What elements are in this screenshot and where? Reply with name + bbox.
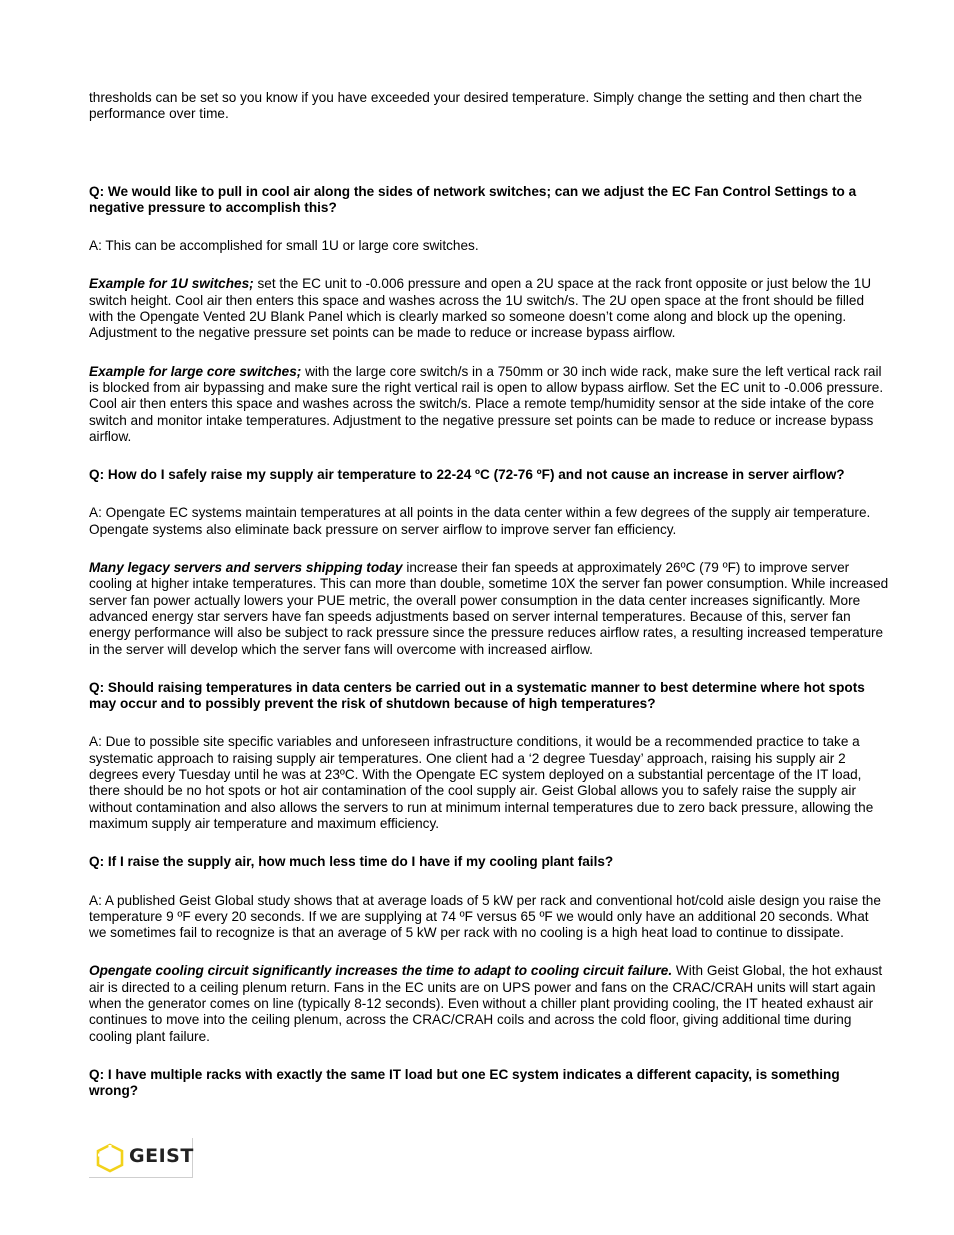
geist-logo xyxy=(89,1138,193,1178)
example-core-body: with the large core switch/s in a 750mm or 30 inch wide rack, make sure the left vertical rack rail is blocked from air bypassing and make sure the right vertical rail is open to allow bypass airflow. Set the EC unit to -0.006 pressure. Cool air then enters this space and washes across the switch/s. Place a remote temp/humidity sensor at the side intake of the core switch and monitor intake temperatures. Adjustment to the negative pressure set points can be made to reduce or increase bypass airflow. xyxy=(89,363,884,444)
example-core-switches xyxy=(89,364,889,445)
document-body xyxy=(89,90,889,1099)
intro-paragraph: thresholds can be set so you know if you have exceeded your desired temperature. Simply change the setting and then chart the performance over time. xyxy=(89,90,863,122)
answer-systematic-raise: A: Due to possible site specific variables and unforeseen infrastructure conditions, it would be a recommended practice to take a systematic approach to raising supply air temperatures. One client had a ‘2 degree Tuesday’ approach, raising his supply air 2 degrees every Tuesday until he was at 23ºC. With the Opengate EC system deployed on a substantial percentage of the IT load, there should be no hot spots or hot air contamination of the cool supply air. Geist Global allows you to safely raise the supply air without contamination and also allows the servers to run at minimum internal temperatures due to zero back pressure, allowing the maximum supply air temperature and maximum efficiency. xyxy=(89,734,874,831)
example-1u-switches xyxy=(89,276,889,341)
example-1u-lead: Example for 1U switches; xyxy=(89,276,254,292)
question-cooling-plant-failure: Q: If I raise the supply air, how much less time do I have if my cooling plant fails? xyxy=(89,854,614,870)
question-systematic-raise: Q: Should raising temperatures in data centers be carried out in a systematic manner to best determine where hot spots may occur and to possibly prevent the risk of shutdown because of high temperatures? xyxy=(89,679,865,712)
answer-negative-pressure: A: This can be accomplished for small 1U or large core switches. xyxy=(89,238,479,254)
geist-logo-text: GEIST xyxy=(129,1144,194,1167)
legacy-servers-paragraph xyxy=(89,560,889,658)
question-negative-pressure: Q: We would like to pull in cool air along the sides of network switches; can we adjust the EC Fan Control Settings to a negative pressure to accomplish this? xyxy=(89,183,857,215)
opengate-cooling-body: With Geist Global, the hot exhaust air is directed to a ceiling plenum return. Fans in the EC units are on UPS power and fans on the CRAC/CRAH units will start again when the generator comes on line (typically 8-12 seconds). Even without a chiller plant providing cooling, the IT heated exhaust air continues to move into the ceiling plenum, across the CRAC/CRAH coils and across the cold floor, giving additional time during cooling plant failure. xyxy=(89,963,883,1044)
legacy-servers-body: increase their fan speeds at approximately 26ºC (79 ºF) to improve server cooling at higher intake temperatures. This can more than double, sometime 10X the server fan power consumption. While increased server fan power actually lowers your PUE metric, the overall power consumption in the data center increases significantly. More advanced energy star servers have fan speeds adjustments based on server internal temperatures. Because of this, server fan energy performance will also be subject to rack pressure since the pressure reduces airflow rates, a resulting increased temperature in the server will develop which the server fans will overcome with increased airflow. xyxy=(89,560,889,657)
answer-cooling-plant-failure: A: A published Geist Global study shows that at average loads of 5 kW per rack and conventional hot/cold aisle design you raise the temperature 9 ºF every 20 seconds. If we are supplying at 74 ºF versus 65 ºF we would only have an additional 20 seconds. What we sometimes fail to recognize is that an average of 5 kW per rack with no cooling is a high heat load to continue to dissipate. xyxy=(89,892,881,941)
example-core-lead: Example for large core switches; xyxy=(89,363,302,379)
answer-supply-air-temp: A: Opengate EC systems maintain temperatures at all points in the data center within a few degrees of the supply air temperature. Opengate systems also eliminate back pressure on server airflow to improve server fan efficiency. xyxy=(89,505,871,537)
question-supply-air-temp: Q: How do I safely raise my supply air temperature to 22-24 ºC (72-76 ºF) and not cause an increase in server airflow? xyxy=(89,467,845,483)
opengate-cooling-paragraph xyxy=(89,963,889,1044)
example-1u-body: set the EC unit to -0.006 pressure and open a 2U space at the rack front opposite or just below the 1U switch height. Cool air then enters this space and washes across the 1U switch/s. The 2U open space at the front should be filled with the Opengate Vented 2U Blank Panel which is clearly marked so someone doesn’t come along and block up the opening. Adjustment to the negative pressure set points can be made to reduce or increase bypass airflow. xyxy=(89,276,872,341)
legacy-servers-lead: Many legacy servers and servers shipping today xyxy=(89,560,403,576)
geist-logo-icon xyxy=(95,1143,125,1173)
question-different-capacity: Q: I have multiple racks with exactly the same IT load but one EC system indicates a different capacity, is something wrong? xyxy=(89,1066,840,1099)
opengate-cooling-lead: Opengate cooling circuit significantly increases the time to adapt to cooling circuit failure. xyxy=(89,963,673,979)
